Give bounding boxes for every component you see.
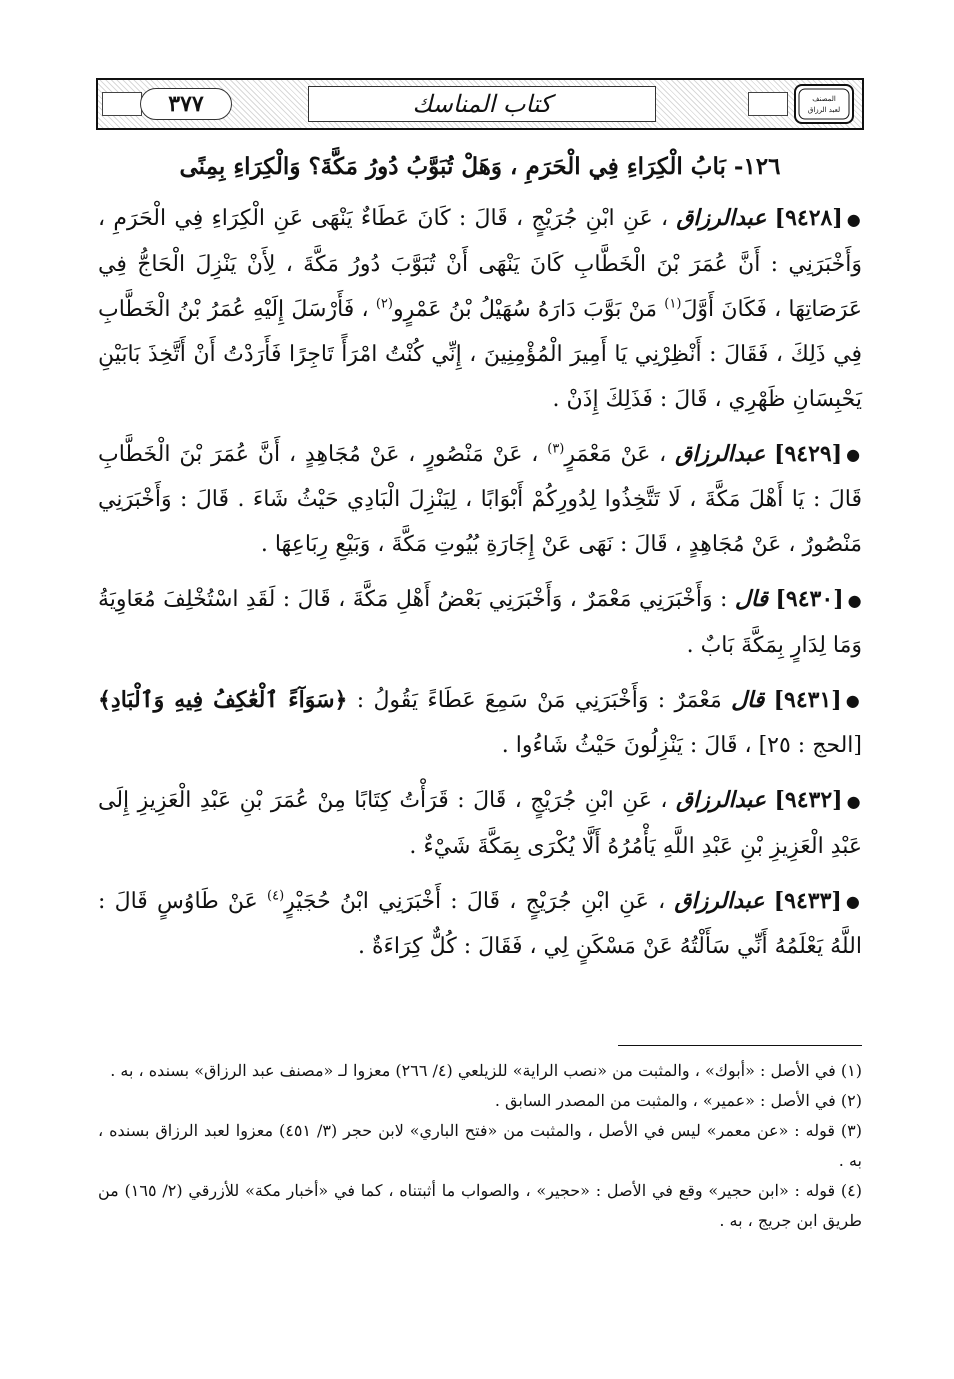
footnote: (٢) في الأصل : «عمير» ، والمثبت من المصدر السابق . — [494, 1091, 862, 1110]
footnote: (٣) قوله : «عن معمر» ليس في الأصل ، والمثبت من «فتح الباري» لابن حجر (٣/ ٤٥١) معزوا لعبد الرزاق بسنده ، به . — [98, 1121, 863, 1170]
entry-bullet: ● — [846, 209, 862, 229]
footnotes — [98, 1056, 862, 1236]
footnote-marker[interactable]: (٣) — [547, 441, 565, 457]
entry-number: [٩٤٣٣] — [773, 887, 842, 914]
footnote-divider — [618, 1045, 862, 1046]
entry-number: [٩٤٣١] — [773, 686, 842, 713]
running-title-text: كتاب المناسك — [412, 90, 552, 118]
entry-number: [٩٤٣٠] — [775, 586, 844, 612]
page-number — [140, 88, 232, 120]
entry-number: [٩٤٢٨] — [774, 205, 843, 231]
entry-author: عبدالرزاق — [676, 205, 767, 231]
hadith-entry — [98, 879, 862, 970]
svg-text:لعبد الرزاق: لعبد الرزاق — [807, 106, 841, 114]
entry-author: عبدالرزاق — [675, 787, 767, 813]
header-ornament-icon — [102, 92, 142, 116]
seal-calligraphy-icon — [798, 88, 850, 120]
entry-text: ، عَنْ مَعْمَرٍ — [564, 441, 667, 467]
page-number-text: ٣٧٧ — [168, 91, 204, 117]
footnote-marker[interactable]: (٤) — [267, 888, 285, 904]
entry-bullet: ● — [845, 892, 862, 911]
entry-bullet: ● — [846, 791, 862, 811]
svg-text:المصنف: المصنف — [812, 95, 836, 103]
header-ornament-icon — [748, 92, 788, 116]
book-seal-icon — [794, 84, 854, 124]
entry-text: مَنْ بَوَّبَ دَارَهُ سُهَيْلُ بْنُ عَمْرٍو — [392, 296, 658, 322]
entry-number: [٩٤٢٩] — [774, 440, 843, 467]
footnote-marker[interactable]: (١) — [664, 296, 682, 312]
entry-text: عَنْ طَاوُسٍ قَالَ : اللَّهُ يَعْلَمُهُ أَنِّي سَأَلْتُهُ عَنْ مَسْكَنٍ لِي ، فَقَالَ : كُلٌّ كِرَاءَةٌ . — [98, 888, 862, 959]
entry-text: ، عَنِ ابْنِ جُرَيْجٍ ، قَالَ : أَخْبَرَنِي ابْنُ حُجَيْرٍ — [284, 888, 666, 914]
hadith-entry — [98, 432, 862, 568]
entry-bullet: ● — [847, 590, 863, 610]
entry-number: [٩٤٣٢] — [774, 787, 843, 813]
entry-text: مَعْمَرٌ : وَأَخْبَرَنِي مَنْ سَمِعَ عَطَاءً يَقُولُ : — [356, 687, 722, 713]
entry-author: قال — [731, 686, 765, 713]
running-title — [308, 86, 656, 122]
page-header — [96, 78, 864, 130]
entry-text: [الحج : ٢٥] ، قَالَ : يَنْزِلُونَ حَيْثُ شَاءُوا . — [501, 733, 862, 758]
footnote: (١) في الأصل : «أبوك» ، والمثبت من «نصب الراية» للزيلعي (٤/ ٢٦٦) معزوا لـ «مصنف عبد الرزاق» بسنده ، به . — [110, 1061, 862, 1080]
entry-author: عبدالرزاق — [674, 887, 765, 914]
footnote: (٤) قوله : «ابن حجير» وقع في الأصل : «حجير» ، والصواب ما أثبتناه ، كما في «أخبار مكة» للأزرقي (٢/ ١٦٥) من طريق ابن جريج ، به . — [98, 1181, 863, 1230]
hadith-entry — [98, 577, 862, 668]
entry-text: ، عَنْ مَنْصُورٍ ، عَنْ مُجَاهِدٍ ، أَنَّ عُمَرَ بْنَ الْخَطَّابِ قَالَ : يَا أَهْلَ مَكَّةَ ، لَا تَتَّخِذُوا لِدُورِكُمْ أَبْوَابًا ، لِيَنْزِلَ الْبَادِي حَيْثُ شَاءَ . قَالَ : وَأَخْبَرَنِي مَنْصُورٌ ، عَنْ مُجَاهِدٍ ، قَالَ : نَهَى عَنْ إِجَارَةِ بُيُوتِ مَكَّةَ ، وَبَيْعِ رِبَاعِهَا . — [98, 441, 862, 557]
entry-author: عبدالرزاق — [675, 440, 766, 467]
hadith-entry — [98, 196, 862, 422]
footnote-marker[interactable]: (٢) — [375, 296, 393, 312]
chapter-heading: ١٢٦- بَابُ الْكِرَاءِ فِي الْحَرَمِ ، وَهَلْ تُبَوَّبُ دُورُ مَكَّةَ؟ وَالْكِرَاءِ بِمِنًى — [179, 153, 781, 180]
entry-author: قال — [734, 586, 769, 612]
entry-text: ، فَأَرْسَلَ إِلَيْهِ عُمَرُ بْنُ الْخَطَّابِ فِي ذَلِكَ ، فَقَالَ : أَنْظِرْنِي يَا أَمِيرَ الْمُؤْمِنِينَ ، إِنِّي كُنْتُ امْرَأً تَاجِرًا فَأَرَدْتُ أَنْ أَتَّخِذَ بَابَيْنِ يَحْبِسَانِ ظَهْرِي ، قَالَ : فَذَلِكَ إِذَنْ . — [98, 296, 862, 412]
main-text — [98, 144, 862, 979]
hadith-entry — [98, 678, 862, 769]
entry-text: ، عَنِ ابْنِ جُرَيْجٍ ، قَالَ : كَانَ عَطَاءٌ يَنْهَى عَنِ الْكِرَاءِ فِي الْحَرَمِ ، وَأَخْبَرَنِي : أَنَّ عُمَرَ بْنَ الْخَطَّابِ كَانَ يَنْهَى أَنْ تُبَوَّبَ دُورُ مَكَّةَ ، لِأَنْ يَنْزِلَ الْحَاجُّ فِي عَرَصَاتِهَا ، فَكَانَ أَوَّلَ — [98, 206, 862, 322]
entry-text: ، عَنِ ابْنِ جُرَيْجٍ ، قَالَ : قَرَأْتُ كِتَابًا مِنْ عُمَرَ بْنِ عَبْدِ الْعَزِيزِ إِلَى عَبْدِ الْعَزِيزِ بْنِ عَبْدِ اللَّهِ يَأْمُرُهُ أَلَّا يُكْرَى بِمَكَّةَ شَيْءٌ . — [98, 788, 862, 859]
quran-verse: ﴿سَوَآءً ٱلْعَٰكِفُ فِيهِ وَٱلْبَادِ﴾ — [98, 686, 348, 713]
entry-text: : وَأَخْبَرَنِي مَعْمَرٌ ، وَأَخْبَرَنِي بَعْضُ أَهْلِ مَكَّةَ ، قَالَ : لَقَدِ اسْتُخْلِفَ مُعَاوِيَةُ وَمَا لِدَارٍ بِمَكَّةَ بَابٌ . — [98, 587, 862, 658]
entry-bullet: ● — [845, 691, 862, 710]
entry-bullet: ● — [846, 445, 862, 464]
hadith-entry — [98, 778, 862, 869]
